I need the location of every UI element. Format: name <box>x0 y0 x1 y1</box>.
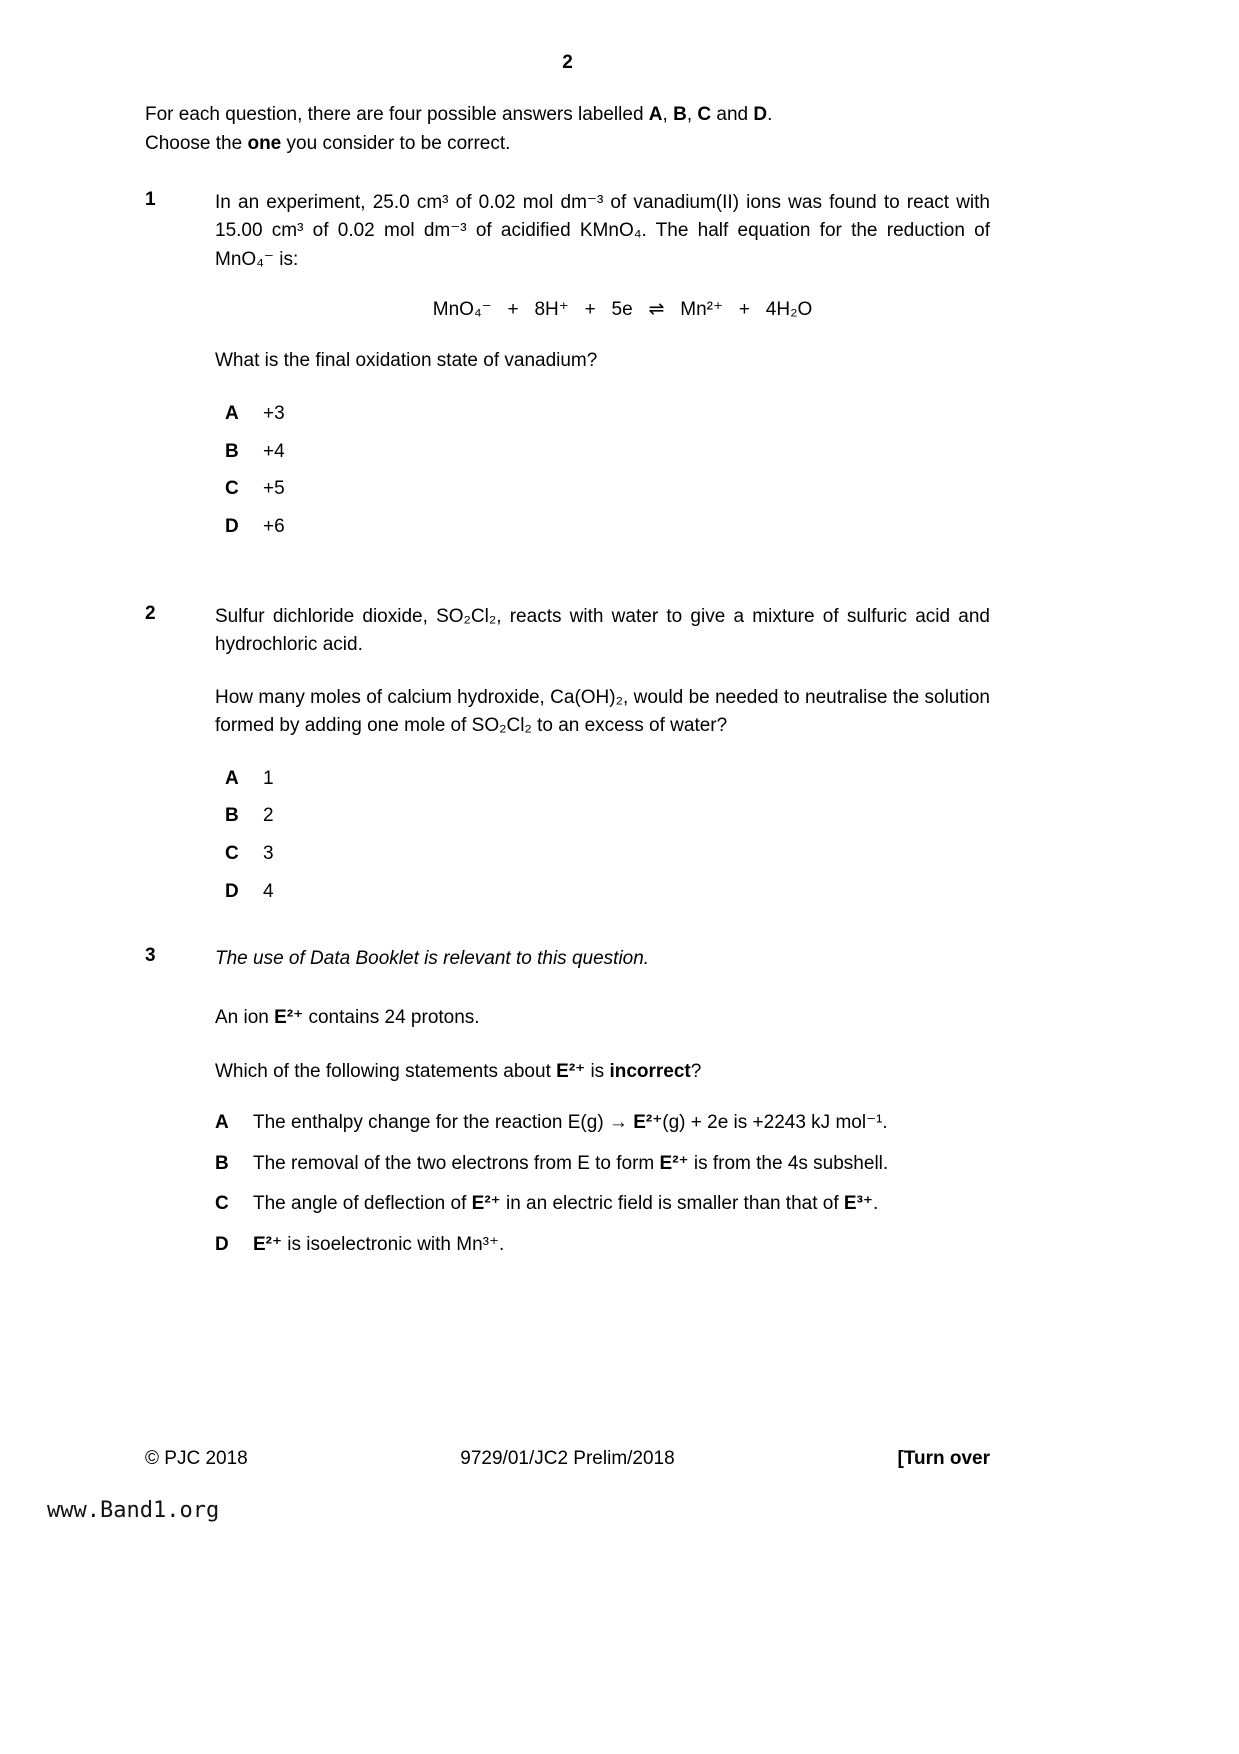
option-value: The removal of the two electrons from E to form E²⁺ is from the 4s subshell. <box>253 1152 889 1174</box>
question-statement: An ion E²⁺ contains 24 protons. <box>215 1006 480 1028</box>
option-label: C <box>225 843 239 864</box>
option-label: A <box>215 1111 229 1133</box>
option-label: B <box>225 805 239 827</box>
question-prompt: What is the final oxidation state of vanadium? <box>215 350 598 372</box>
option-row <box>225 880 990 905</box>
question-body <box>215 189 990 553</box>
option-value: E²⁺ is isoelectronic with Mn³⁺. <box>253 1233 505 1255</box>
option-value: +3 <box>263 402 285 424</box>
option-row <box>225 767 990 792</box>
option-value: The angle of deflection of E²⁺ in an electric field is smaller than that of E³⁺. <box>253 1193 879 1215</box>
instructions-text: For each question, there are four possible answers labelled A, B, C and D. Choose the one you consider to be correct. <box>145 104 773 155</box>
option-row <box>215 1111 990 1136</box>
options-list <box>225 767 990 905</box>
option-value: 1 <box>263 767 274 789</box>
question-2 <box>145 603 990 918</box>
option-value: The enthalpy change for the reaction E(g) → E²⁺(g) + 2e is +2243 kJ mol⁻¹. <box>253 1111 888 1133</box>
option-row <box>225 440 990 465</box>
question-1 <box>145 189 990 553</box>
option-row <box>225 515 990 540</box>
question-body <box>215 945 990 1273</box>
question-prompt: Which of the following statements about E²⁺ is incorrect? <box>215 1061 702 1083</box>
options-list <box>215 1111 990 1258</box>
option-row <box>225 842 990 867</box>
option-value: 2 <box>263 805 274 827</box>
question-body <box>215 603 990 918</box>
data-booklet-note: The use of Data Booklet is relevant to this question. <box>215 948 650 970</box>
option-label: C <box>225 478 239 500</box>
option-label: D <box>215 1233 229 1255</box>
question-number: 2 <box>145 602 156 624</box>
question-3 <box>145 945 990 1273</box>
option-label: B <box>225 440 239 462</box>
option-row <box>215 1152 990 1177</box>
option-label: A <box>225 402 239 424</box>
exam-page-content <box>145 52 990 1274</box>
option-row <box>225 477 990 502</box>
option-row <box>225 402 990 427</box>
page-number: 2 <box>562 52 573 73</box>
question-number: 3 <box>145 945 156 967</box>
option-value: 3 <box>263 843 274 864</box>
option-label: C <box>215 1193 229 1215</box>
option-label: B <box>215 1152 229 1174</box>
question-text: In an experiment, 25.0 cm³ of 0.02 mol dm⁻³ of vanadium(II) ions was found to react with 15.00 cm³ of 0.02 mol dm⁻³ of acidified KMnO₄. The half equation for the reduction of MnO₄⁻ is: <box>215 191 990 270</box>
option-row <box>215 1192 990 1217</box>
options-list <box>225 402 990 540</box>
option-value: +6 <box>263 515 285 537</box>
option-value: 4 <box>263 880 274 902</box>
option-row <box>225 804 990 829</box>
option-row <box>215 1233 990 1258</box>
footer-copyright: © PJC 2018 <box>145 1448 248 1469</box>
option-value: +5 <box>263 478 285 500</box>
footer-paper-code: 9729/01/JC2 Prelim/2018 <box>460 1448 675 1469</box>
question-prompt: How many moles of calcium hydroxide, Ca(OH)₂, would be needed to neutralise the solution formed by adding one mole of SO₂Cl₂ to an excess of water? <box>215 686 990 737</box>
watermark-site-url: www.Band1.org <box>47 1498 220 1523</box>
question-text: Sulfur dichloride dioxide, SO₂Cl₂, reacts with water to give a mixture of sulfuric acid and hydrochloric acid. <box>215 605 990 656</box>
option-label: D <box>225 880 239 902</box>
page-footer <box>145 1448 990 1470</box>
footer-turn-over: [Turn over <box>897 1448 990 1469</box>
question-number: 1 <box>145 188 156 210</box>
option-label: D <box>225 515 239 537</box>
option-value: +4 <box>263 440 285 462</box>
option-label: A <box>225 767 239 789</box>
chemical-equation: MnO₄⁻ + 8H⁺ + 5e ⇌ Mn²⁺ + 4H₂O <box>432 299 813 321</box>
